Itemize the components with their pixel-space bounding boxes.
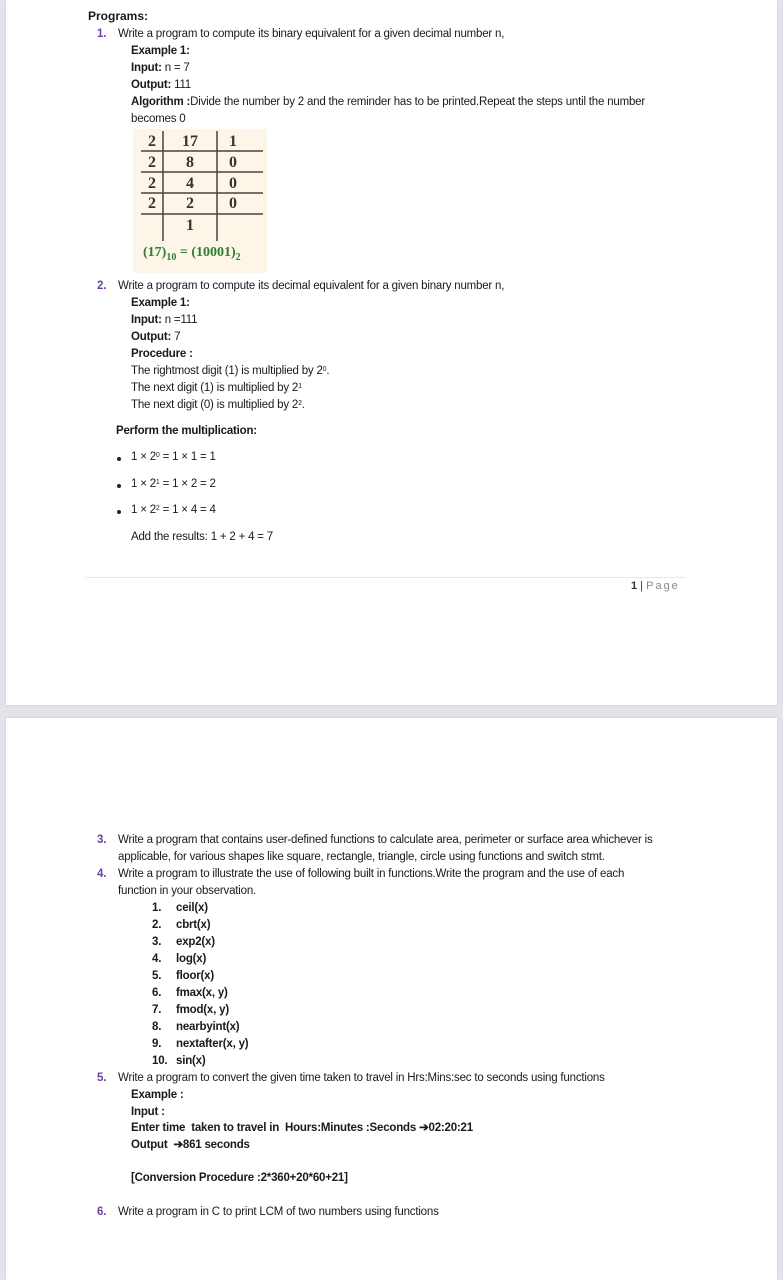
procedure-step-end: . (301, 399, 305, 411)
conversion-equals: = (176, 245, 192, 260)
bullet-post: = 1 × 1 = 1 (159, 451, 216, 463)
bullet-pre: 1 × 2 (131, 478, 156, 490)
table-cell: 8 (186, 154, 194, 171)
function-num: 9. (152, 1038, 162, 1050)
q1-example-label: Example 1: (131, 45, 190, 57)
page-number: 1 (631, 580, 638, 592)
function-num: 7. (152, 1004, 162, 1016)
conversion-left-base: 10 (166, 251, 177, 263)
q2-output-label: Output: (131, 331, 172, 343)
q5-text: Write a program to convert the given time taken to travel in Hrs:Mins:sec to seconds using functions (118, 1072, 605, 1084)
procedure-step-text: The rightmost digit (1) is multiplied by 2 (131, 365, 323, 377)
q6-text: Write a program in C to print LCM of two numbers using functions (118, 1206, 439, 1218)
table-cell: 0 (229, 154, 237, 171)
q1-input-label: Input: (131, 62, 162, 74)
multiplication-bullet (131, 502, 216, 519)
q2-output-value: 7 (174, 331, 181, 343)
bullet-icon (117, 457, 121, 461)
function-name: log(x) (176, 953, 207, 965)
procedure-step-exponent: 2 (298, 400, 302, 407)
multiplication-bullet (131, 449, 216, 466)
q4-line-2: function in your observation. (118, 885, 257, 897)
bullet-icon (117, 484, 121, 488)
function-num: 6. (152, 987, 162, 999)
q5-number: 5. (97, 1072, 107, 1084)
table-cell: 2 (186, 195, 194, 212)
function-name: ceil(x) (176, 902, 208, 914)
function-num: 1. (152, 902, 162, 914)
q1-output-value: 111 (174, 79, 191, 91)
conversion-right-base: 2 (235, 251, 241, 263)
procedure-step (131, 363, 329, 380)
table-cell: 2 (148, 175, 156, 192)
q5-example-label: Example : (131, 1089, 184, 1101)
table-cell: 1 (186, 217, 194, 234)
q6-number: 6. (97, 1206, 107, 1218)
document-page-2 (6, 718, 777, 1280)
q1-text: Write a program to compute its binary equivalent for a given decimal number n, (118, 28, 505, 40)
q3-line-1: Write a program that contains user-defined functions to calculate area, perimeter or surface area whichever is (118, 834, 653, 846)
q5-output-line (131, 1137, 250, 1154)
function-name: nearbyint(x) (176, 1021, 240, 1033)
conversion-left: (17) (143, 245, 167, 260)
arrow-right-icon: ➔ (419, 1122, 429, 1134)
q1-algorithm-label: Algorithm : (131, 96, 191, 108)
q2-number: 2. (97, 280, 107, 292)
table-cell: 2 (148, 195, 156, 212)
bullet-exponent: 0 (155, 452, 160, 459)
procedure-step-end: . (326, 365, 330, 377)
conversion-result (143, 245, 241, 263)
q2-input (131, 312, 197, 329)
programs-heading: Programs: (88, 9, 149, 23)
function-num: 2. (152, 919, 162, 931)
procedure-step-text: The next digit (0) is multiplied by 2 (131, 399, 299, 411)
q2-input-label: Input: (131, 314, 162, 326)
table-cell: 2 (148, 154, 156, 171)
page-word: Page (646, 580, 680, 592)
perform-multiplication-label: Perform the multiplication: (116, 425, 257, 437)
function-num: 3. (152, 936, 162, 948)
q5-enter-line (131, 1120, 473, 1137)
q2-text: Write a program to compute its decimal equivalent for a given binary number n, (118, 280, 505, 292)
q5-enter-text: Enter time taken to travel in Hours:Minutes :Seconds (131, 1122, 420, 1134)
function-num: 5. (152, 970, 162, 982)
bullet-post: = 1 × 2 = 2 (159, 478, 216, 490)
table-cell: 0 (229, 195, 237, 212)
table-cell: 1 (229, 133, 237, 150)
division-table (133, 129, 267, 273)
q5-enter-value: 02:20:21 (428, 1122, 473, 1134)
bullet-exponent: 1 (155, 479, 160, 486)
table-cell: 0 (229, 175, 237, 192)
function-name: cbrt(x) (176, 919, 211, 931)
function-name: nextafter(x, y) (176, 1038, 249, 1050)
procedure-step-text: The next digit (1) is multiplied by 2 (131, 382, 299, 394)
bullet-icon (117, 510, 121, 514)
q2-input-value: n =111 (164, 314, 198, 326)
q5-output-value: 861 seconds (182, 1139, 250, 1151)
table-cell: 2 (148, 133, 156, 150)
q1-algorithm-text: Divide the number by 2 and the reminder has to be printed.Repeat the steps until the number (190, 96, 645, 108)
bullet-post: = 1 × 4 = 4 (159, 504, 216, 516)
q1-input (131, 60, 190, 77)
q2-output (131, 329, 180, 346)
multiplication-bullet (131, 476, 216, 493)
function-num: 4. (152, 953, 162, 965)
q4-line-1: Write a program to illustrate the use of following built in functions.Write the program and the use of each (118, 868, 625, 880)
q2-example-label: Example 1: (131, 297, 190, 309)
function-name: exp2(x) (176, 936, 215, 948)
bullet-pre: 1 × 2 (131, 504, 156, 516)
add-results: Add the results: 1 + 2 + 4 = 7 (131, 531, 274, 543)
footer-divider (86, 577, 686, 578)
q4-number: 4. (97, 868, 107, 880)
function-num: 8. (152, 1021, 162, 1033)
function-num: 10. (152, 1055, 168, 1067)
table-cell: 4 (186, 175, 194, 192)
q1-output-label: Output: (131, 79, 172, 91)
q5-conversion: [Conversion Procedure :2*360+20*60+21] (131, 1172, 348, 1184)
q3-line-2: applicable, for various shapes like square, rectangle, triangle, circle using functions and switch stmt. (118, 851, 605, 863)
procedure-step (131, 397, 305, 414)
q3-number: 3. (97, 834, 107, 846)
q5-input-label: Input : (131, 1106, 165, 1118)
procedure-step-exponent: 1 (298, 383, 302, 390)
page-footer (631, 580, 680, 592)
function-name: sin(x) (176, 1055, 206, 1067)
q1-input-value: n = 7 (164, 62, 190, 74)
q5-output-label: Output (131, 1139, 174, 1151)
q1-number: 1. (97, 28, 107, 40)
function-name: floor(x) (176, 970, 215, 982)
conversion-right: (10001) (191, 245, 236, 260)
q1-output (131, 77, 191, 94)
table-cell: 17 (182, 133, 198, 150)
procedure-step (131, 380, 302, 397)
q1-algorithm-text-2: becomes 0 (131, 113, 186, 125)
procedure-step-exponent: 0 (322, 366, 327, 373)
q1-algorithm (131, 94, 645, 111)
page-separator: | (637, 580, 647, 592)
document-page-1 (6, 0, 777, 705)
function-name: fmod(x, y) (176, 1004, 229, 1016)
bullet-pre: 1 × 2 (131, 451, 156, 463)
bullet-exponent: 2 (155, 505, 160, 512)
q2-procedure-label: Procedure : (131, 348, 193, 360)
function-name: fmax(x, y) (176, 987, 228, 999)
arrow-right-icon: ➔ (173, 1139, 183, 1151)
